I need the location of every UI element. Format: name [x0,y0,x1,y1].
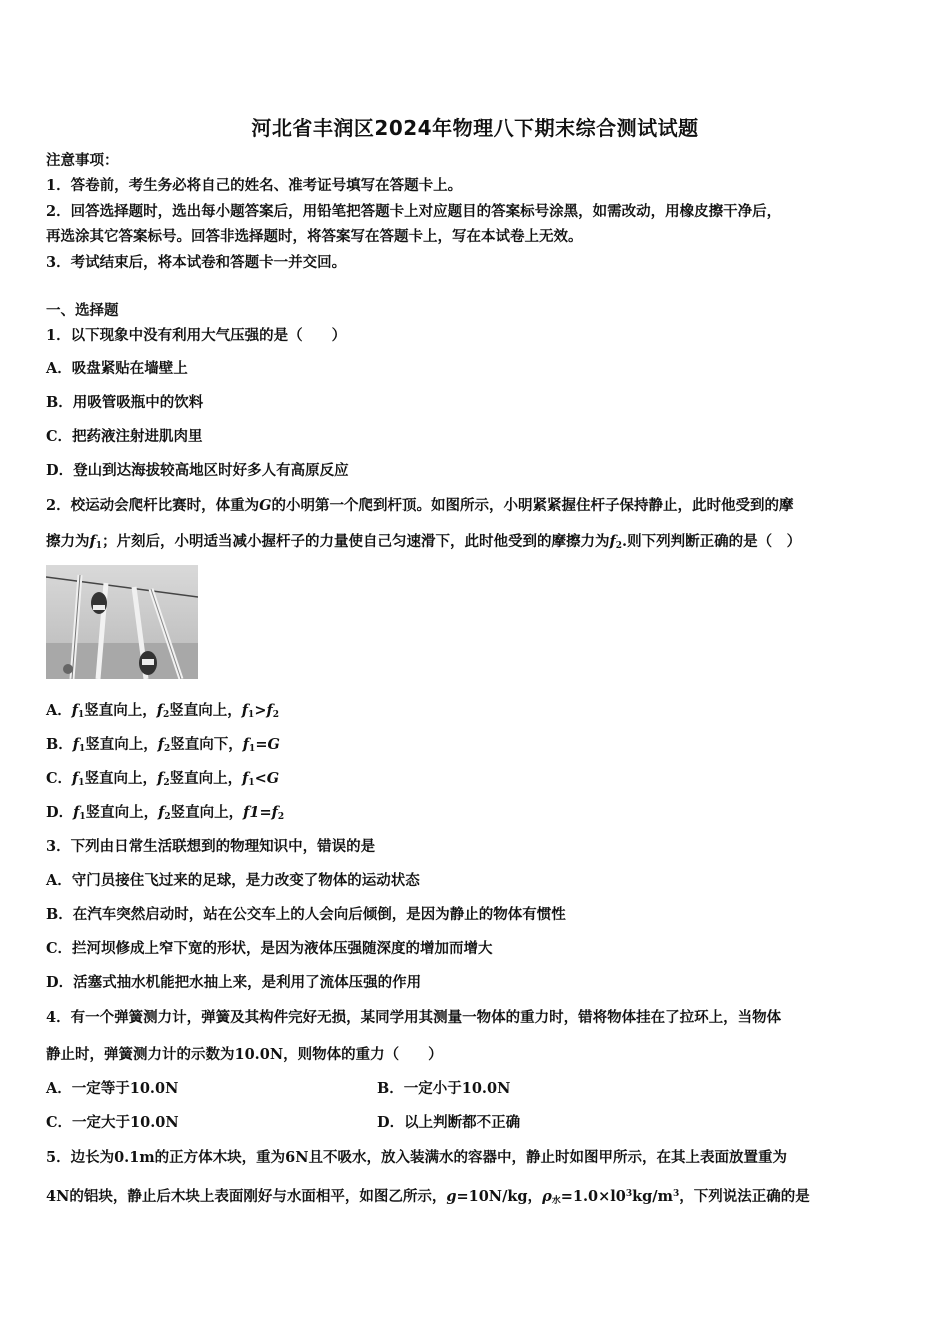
page-title: 河北省丰润区2024年物理八下期末综合测试试题 [251,116,699,140]
question-3-stem: 3．下列由日常生活联想到的物理知识中，错误的是 [46,838,376,855]
question-3-option-d: D．活塞式抽水机能把水抽上来，是利用了流体压强的作用 [46,974,422,991]
question-3-option-b: B．在汽车突然启动时，站在公交车上的人会向后倾倒，是因为静止的物体有惯性 [46,906,566,923]
question-4-stem-line-2: 静止时，弹簧测力计的示数为10.0N，则物体的重力（ ） [46,1046,443,1063]
notice-item-3: 3．考试结束后，将本试卷和答题卡一并交回。 [46,254,347,271]
notice-item-2: 2．回答选择题时，选出每小题答案后，用铅笔把答题卡上对应题目的答案标号涂黑，如需改动，用橡皮擦干净后， [46,203,782,220]
question-2-option-c: C．$f_1$竖直向上，$f_2$竖直向上，$f_1<G$ [46,770,280,788]
question-4-option-a: A．一定等于10.0N [46,1080,179,1097]
question-3-option-a: A．守门员接住飞过来的足球，是力改变了物体的运动状态 [46,872,420,889]
question-2-stem-line-2: 擦力为$f_1$；片刻后，小明适当减小握杆子的力量使自己匀速滑下，此时他受到的摩擦力为$f_2$.则下列判断正确的是（ ） [46,533,802,551]
pole-climbing-photo [46,565,198,679]
question-1-option-a: A．吸盘紧贴在墙壁上 [46,360,188,377]
question-1-option-d: D．登山到达海拔较高地区时好多人有高原反应 [46,462,349,479]
question-3-option-c: C．拦河坝修成上窄下宽的形状，是因为液体压强随深度的增加而增大 [46,940,493,957]
section-heading: 一、选择题 [46,302,119,319]
question-2-option-d: D．$f_1$竖直向上，$f_2$竖直向上，$f1=f_2$ [46,804,285,822]
notice-item-2-cont: 再选涂其它答案标号。回答非选择题时，将答案写在答题卡上，写在本试卷上无效。 [46,228,583,245]
question-4-option-c: C．一定大于10.0N [46,1114,179,1131]
question-2-stem-line-1: 2．校运动会爬杆比赛时，体重为G的小明第一个爬到杆顶。如图所示，小明紧紧握住杆子保持静止，此时他受到的摩 [46,497,794,514]
question-4-option-d: D．以上判断都不正确 [377,1114,521,1131]
question-1-stem: 1．以下现象中没有利用大气压强的是（ ） [46,327,347,344]
question-2-option-a: A．$f_1$竖直向上，$f_2$竖直向上，$f_1>f_2$ [46,702,279,720]
question-1-option-b: B．用吸管吸瓶中的饮料 [46,394,204,411]
question-4-stem-line-1: 4．有一个弹簧测力计，弹簧及其构件完好无损，某同学用其测量一物体的重力时，错将物体挂在了拉环上，当物体 [46,1009,782,1026]
question-5-stem-line-1: 5．边长为0.1m的正方体木块，重为6N且不吸水，放入装满水的容器中，静止时如图甲所示，在其上表面放置重为 [46,1149,787,1166]
question-1-option-c: C．把药液注射进肌肉里 [46,428,203,445]
notice-heading: 注意事项： [46,152,119,169]
question-4-option-b: B．一定小于10.0N [377,1080,511,1097]
question-5-stem-line-2: 4N的铝块，静止后木块上表面刚好与水面相平，如图乙所示，g=10N/kg，$\rho_水=1.0\times l0^3kg/m^3$，下列说法正确的是 [46,1188,810,1206]
question-2-option-b: B．$f_1$竖直向上，$f_2$竖直向下，$f_1=G$ [46,736,280,754]
notice-item-1: 1．答卷前，考生务必将自己的姓名、准考证号填写在答题卡上。 [46,177,463,194]
